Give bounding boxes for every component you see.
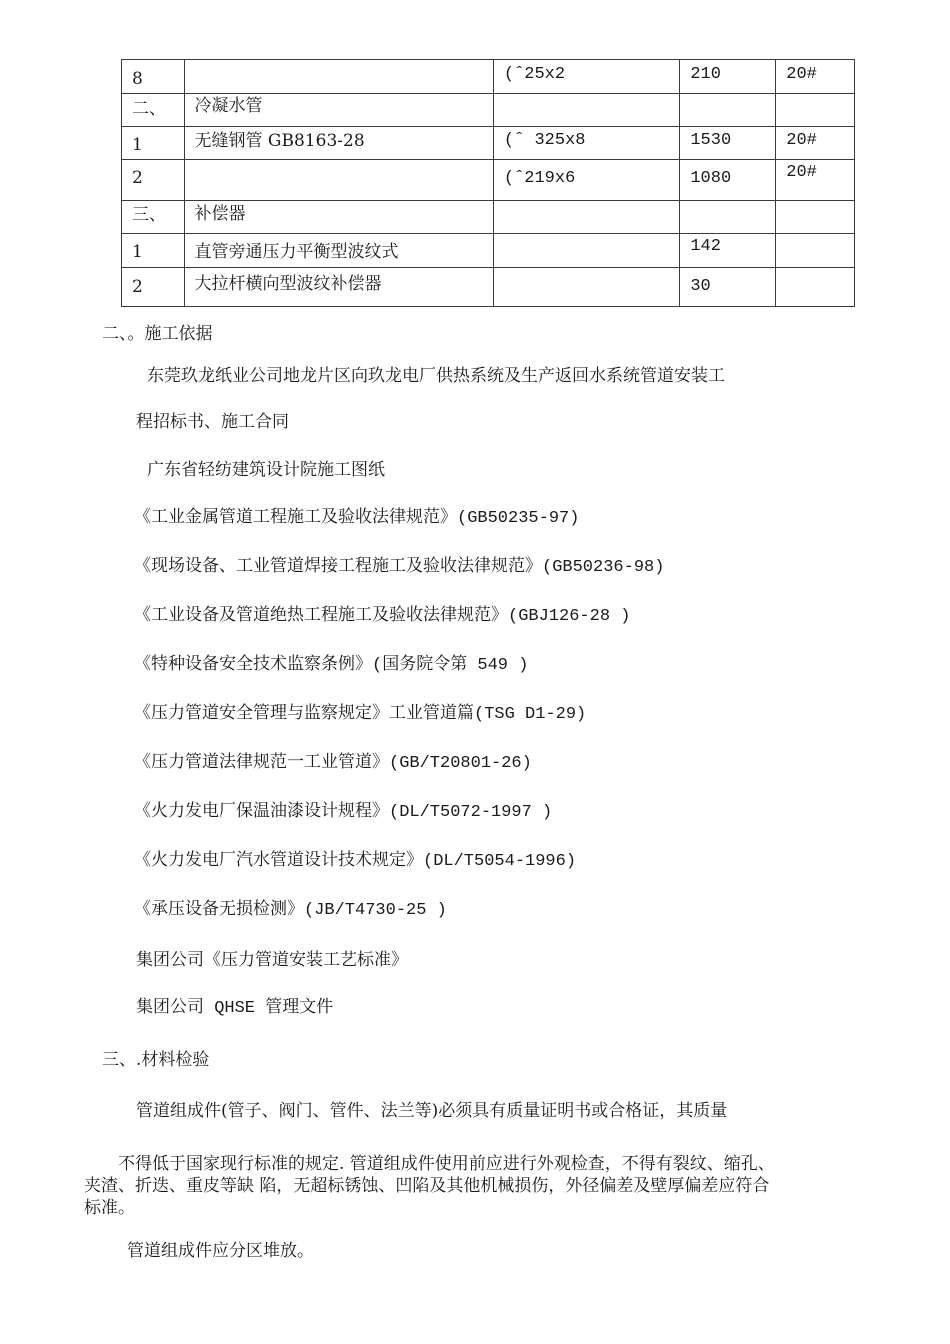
basis-item: 《承压设备无损检测》(JB/T4730-25 ) <box>134 901 447 920</box>
cell-spec: (ˆ 325x8 <box>493 127 679 160</box>
inspection-para3: 管道组成件应分区堆放。 <box>127 1241 314 1261</box>
basis-text-line2: 程招标书、施工合同 <box>136 412 289 432</box>
inspection-para2-line3: 标准。 <box>84 1198 135 1218</box>
table-row <box>122 160 855 201</box>
cell-no: 8 <box>122 60 185 94</box>
table-row <box>122 127 855 160</box>
cell-spec <box>493 201 679 234</box>
cell-qty: 142 <box>680 234 776 268</box>
cell-material: 20# <box>776 160 855 201</box>
cell-no: 二、 <box>122 94 185 127</box>
inspection-para1: 管道组成件(管子、阀门、管件、法兰等)必须具有质量证明书或合格证，其质量 <box>136 1101 728 1121</box>
basis-item: 集团公司《压力管道安装工艺标准》 <box>136 950 408 970</box>
cell-no: 2 <box>122 160 185 201</box>
cell-qty: 30 <box>680 268 776 307</box>
table-row <box>122 268 855 307</box>
cell-material <box>776 201 855 234</box>
basis-item: 《工业设备及管道绝热工程施工及验收法律规范》(GBJ126-28 ) <box>134 607 631 626</box>
cell-spec: (ˆ25x2 <box>493 60 679 94</box>
cell-name: 大拉杆横向型波纹补偿器 <box>184 268 493 307</box>
pipe-spec-table <box>121 59 855 307</box>
cell-qty <box>680 94 776 127</box>
cell-spec <box>493 268 679 307</box>
cell-name: 补偿器 <box>184 201 493 234</box>
cell-material <box>776 234 855 268</box>
basis-item: 《工业金属管道工程施工及验收法律规范》(GB50235-97) <box>134 509 580 528</box>
cell-name: 无缝钢管 GB8163-28 <box>184 127 493 160</box>
cell-no: 2 <box>122 268 185 307</box>
basis-item: 《压力管道法律规范一工业管道》(GB/T20801-26) <box>134 754 532 773</box>
cell-qty: 210 <box>680 60 776 94</box>
table-row <box>122 201 855 234</box>
basis-item: 《压力管道安全管理与监察规定》工业管道篇(TSG D1-29) <box>134 705 587 724</box>
section-heading-inspection: 三、.材料检验 <box>102 1050 210 1070</box>
cell-material <box>776 94 855 127</box>
cell-spec <box>493 234 679 268</box>
basis-item: 《火力发电厂保温油漆设计规程》(DL/T5072-1997 ) <box>134 803 553 822</box>
cell-name <box>184 160 493 201</box>
cell-no: 1 <box>122 127 185 160</box>
cell-name <box>184 60 493 94</box>
cell-qty: 1080 <box>680 160 776 201</box>
basis-text-line1: 东莞玖龙纸业公司地龙片区向玖龙电厂供热系统及生产返回水系统管道安装工 <box>147 366 725 386</box>
cell-qty <box>680 201 776 234</box>
cell-qty: 1530 <box>680 127 776 160</box>
cell-no: 1 <box>122 234 185 268</box>
cell-material: 20# <box>776 60 855 94</box>
basis-item: 《现场设备、工业管道焊接工程施工及验收法律规范》(GB50236-98) <box>134 558 665 577</box>
basis-item: 集团公司 QHSE 管理文件 <box>136 999 334 1018</box>
cell-material: 20# <box>776 127 855 160</box>
cell-spec: (ˆ219x6 <box>493 160 679 201</box>
inspection-para2-line1: 不得低于国家现行标准的规定. 管道组成件使用前应进行外观检查，不得有裂纹、缩孔、 <box>84 1154 775 1174</box>
table-row <box>122 60 855 94</box>
cell-name: 冷凝水管 <box>184 94 493 127</box>
section-heading-basis: 二、。施工依据 <box>102 324 213 344</box>
basis-item: 《火力发电厂汽水管道设计技术规定》(DL/T5054-1996) <box>134 852 577 871</box>
cell-spec <box>493 94 679 127</box>
basis-item: 《特种设备安全技术监察条例》(国务院令第 549 ) <box>134 656 529 675</box>
cell-material <box>776 268 855 307</box>
basis-item: 广东省轻纺建筑设计院施工图纸 <box>147 460 385 480</box>
table-row <box>122 94 855 127</box>
table-row <box>122 234 855 268</box>
inspection-para2-line2: 夹渣、折迭、重皮等缺 陷，无超标锈蚀、凹陷及其他机械损伤，外径偏差及壁厚偏差应符合 <box>84 1176 770 1196</box>
cell-no: 三、 <box>122 201 185 234</box>
cell-name: 直管旁通压力平衡型波纹式 <box>184 234 493 268</box>
